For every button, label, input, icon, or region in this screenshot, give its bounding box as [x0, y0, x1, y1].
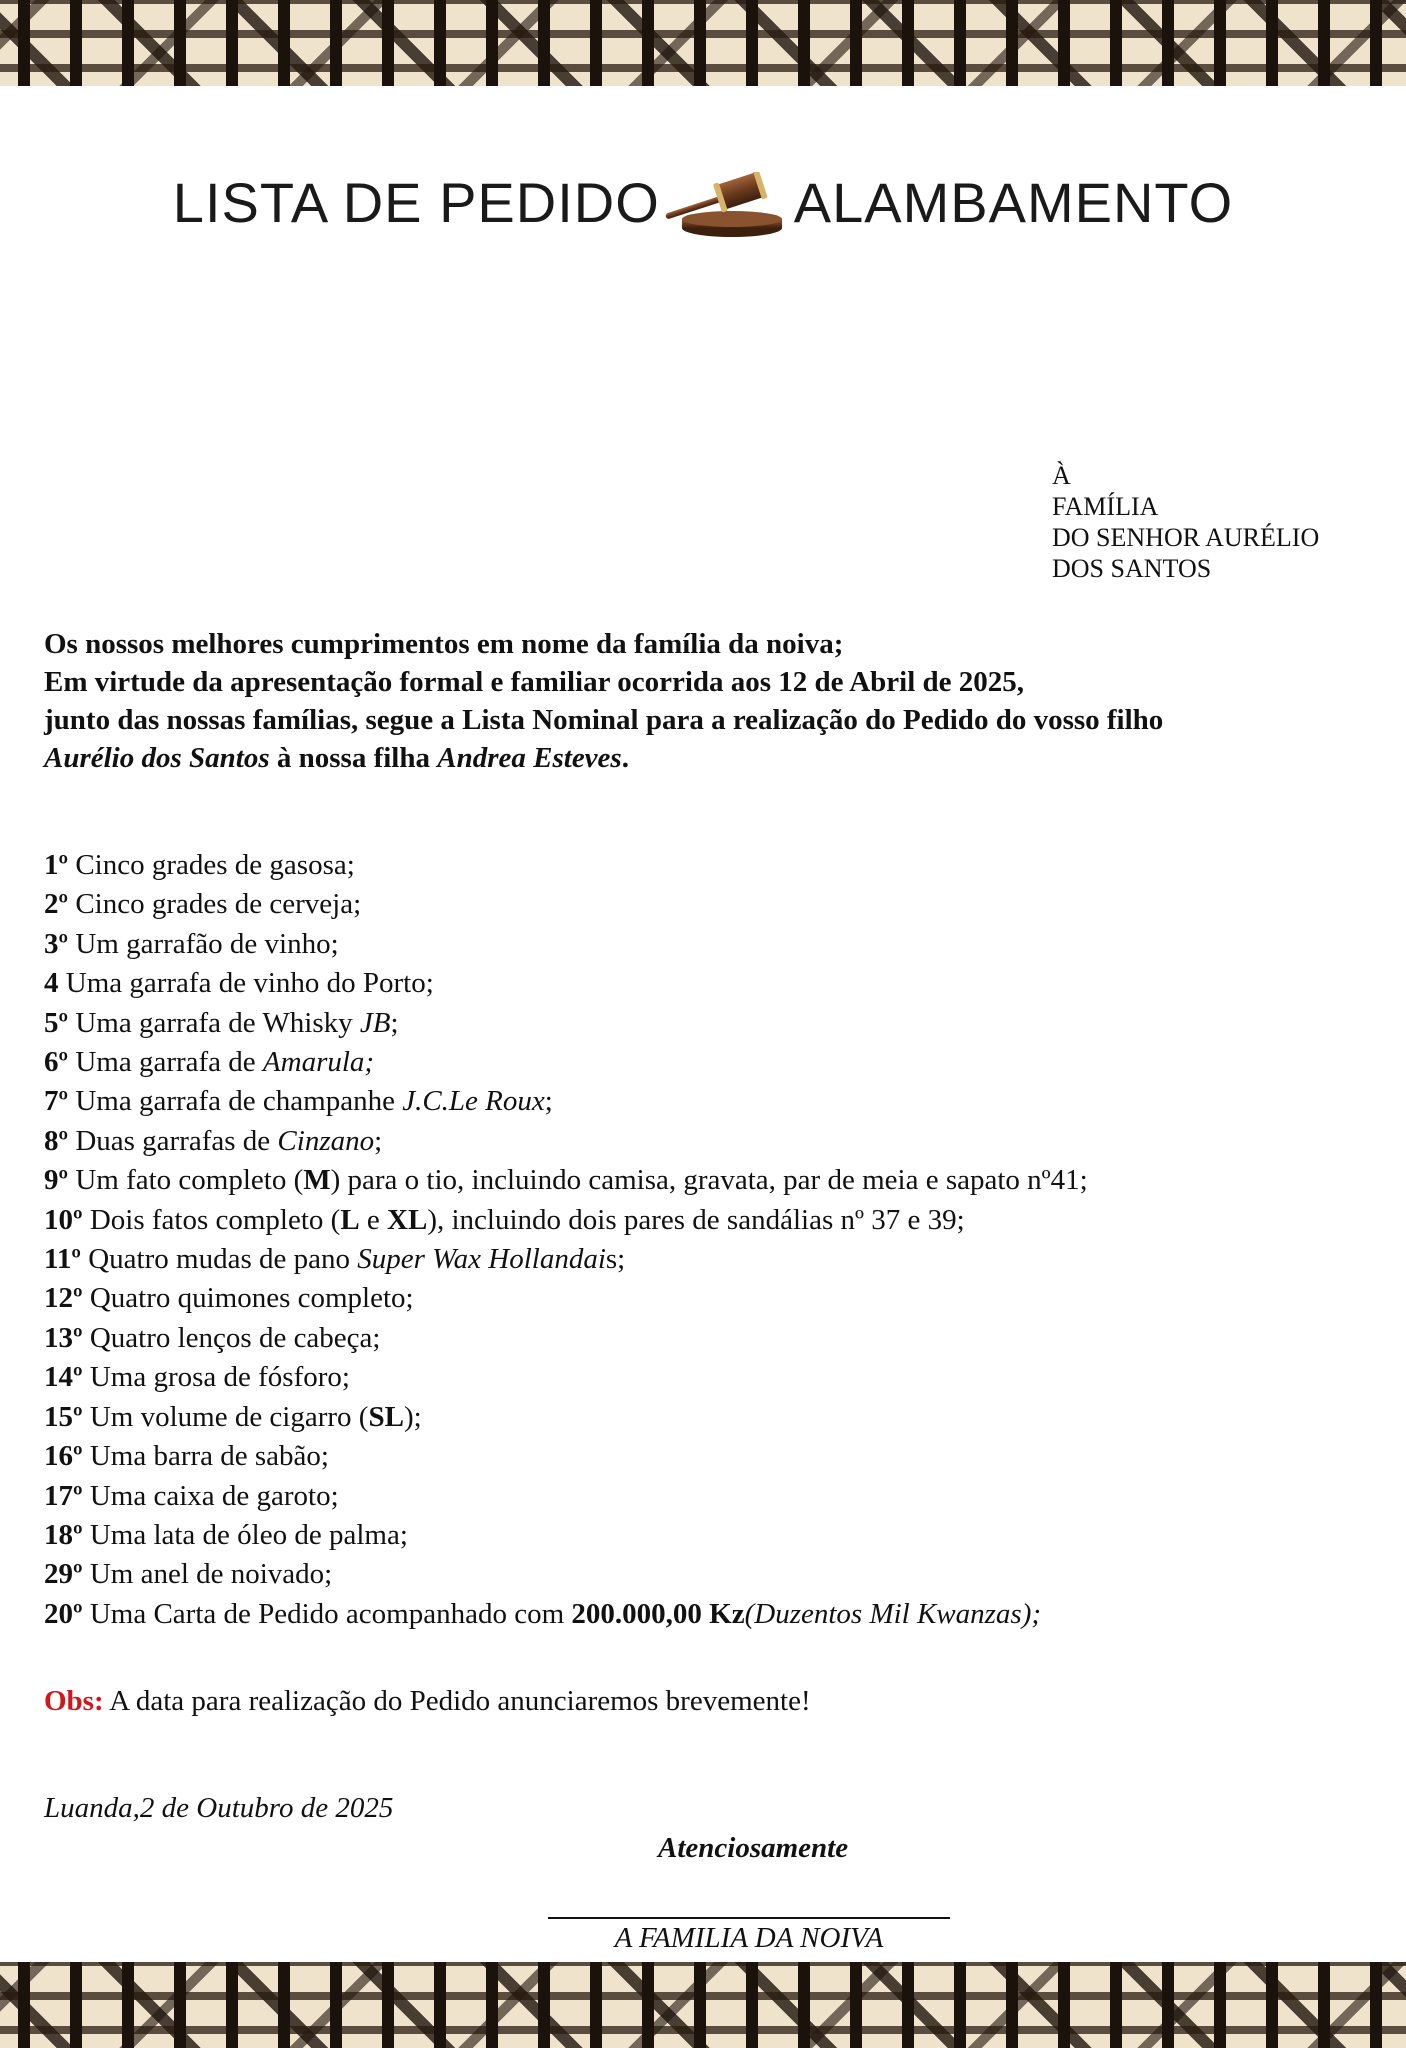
item-number: 1º [44, 849, 69, 881]
item-text: ; [544, 1085, 553, 1118]
item-number: 15º [44, 1400, 83, 1433]
list-item [44, 964, 1384, 1003]
observation [44, 1685, 811, 1718]
item-text: Quatro lenços de cabeça; [82, 1321, 381, 1354]
intro-end: . [621, 742, 629, 774]
item-text: ); [403, 1400, 422, 1433]
title-left: LISTA DE PEDIDO [172, 171, 660, 234]
item-text: J.C.Le Roux [402, 1085, 545, 1118]
item-number: 13º [44, 1321, 83, 1354]
list-item [44, 1595, 1384, 1634]
list-item [44, 1082, 1384, 1121]
item-text: Quatro quimones completo; [82, 1282, 414, 1315]
item-text: Cinzano [277, 1124, 375, 1157]
closing-salutation: Atenciosamente [658, 1832, 849, 1864]
item-number: 29º [44, 1558, 83, 1591]
item-text: Uma grosa de fósforo; [82, 1361, 350, 1394]
obs-label: Obs: [44, 1685, 104, 1717]
item-text: Um anel de noivado; [82, 1558, 333, 1591]
item-text: ) para o tio, incluindo camisa, gravata, par de meia e sapato nº41; [330, 1164, 1088, 1197]
item-text: ; [390, 1006, 399, 1039]
item-text: Uma garrafa de Whisky [68, 1006, 360, 1039]
decorative-top-band [0, 0, 1406, 86]
list-item [44, 1555, 1384, 1594]
list-item [44, 1398, 1384, 1437]
item-number: 9º [44, 1164, 69, 1197]
item-text: L [340, 1203, 360, 1236]
list-item [44, 1437, 1384, 1476]
item-text: ; [374, 1124, 383, 1157]
list-item [44, 1122, 1384, 1161]
recipient-line: FAMÍLIA [1052, 492, 1159, 521]
item-text: Um fato completo ( [68, 1164, 304, 1197]
recipient-line: DOS SANTOS [1052, 554, 1212, 583]
intro-line: Em virtude da apresentação formal e familiar ocorrida aos 12 de Abril de 2025, [44, 666, 1024, 698]
item-number: 7º [44, 1085, 69, 1118]
list-item [44, 1516, 1384, 1555]
item-text: Uma caixa de garoto; [82, 1479, 339, 1512]
bride-name: Andrea Esteves [437, 742, 622, 774]
item-text: ), incluindo dois pares de sandálias nº 37 e 39; [427, 1203, 965, 1236]
item-number: 16º [44, 1440, 83, 1473]
item-text: Uma lata de óleo de palma; [82, 1518, 408, 1551]
item-number: 12º [44, 1282, 83, 1315]
item-text: e [359, 1203, 388, 1236]
place-date: Luanda,2 de Outubro de 2025 [44, 1792, 394, 1824]
recipient-block [1052, 460, 1319, 584]
item-number: 14º [44, 1361, 83, 1394]
list-item [44, 1477, 1384, 1516]
item-number: 18º [44, 1518, 83, 1551]
item-text: Cinco grades de cerveja; [68, 888, 362, 921]
item-number: 6º [44, 1046, 69, 1079]
item-text: s; [605, 1243, 626, 1276]
item-text: Uma garrafa de champanhe [68, 1085, 403, 1118]
item-number: 5º [44, 1006, 69, 1039]
item-text: (Duzentos Mil Kwanzas); [744, 1597, 1042, 1630]
item-text: Um volume de cigarro ( [82, 1400, 369, 1433]
item-number: 11º [44, 1243, 81, 1276]
item-text: Uma garrafa de [68, 1046, 263, 1079]
item-text: Amarula; [262, 1046, 375, 1079]
groom-name: Aurélio dos Santos [44, 742, 270, 774]
list-item [44, 1358, 1384, 1397]
decorative-bottom-band [0, 1962, 1406, 2048]
item-number: 17º [44, 1479, 83, 1512]
intro-paragraph [44, 625, 1384, 777]
item-number: 4 [44, 967, 59, 1000]
list-item [44, 885, 1384, 924]
list-item [44, 1240, 1384, 1279]
item-number: 20º [44, 1597, 83, 1630]
item-number: 2º [44, 888, 69, 921]
item-text: Um garrafão de vinho; [68, 927, 339, 960]
obs-text: A data para realização do Pedido anunciaremos brevemente! [103, 1685, 811, 1717]
item-text: JB [359, 1006, 391, 1039]
item-text: M [303, 1164, 331, 1197]
item-number: 3º [44, 927, 69, 960]
list-item [44, 925, 1384, 964]
item-text: Quatro mudas de pano [80, 1243, 358, 1276]
signature: A FAMILIA DA NOIVA [614, 1922, 884, 1954]
title-right: ALAMBAMENTO [793, 171, 1234, 234]
item-number: 8º [44, 1124, 69, 1157]
item-text: 200.000,00 Kz [571, 1597, 745, 1630]
item-text: Uma Carta de Pedido acompanhado com [82, 1597, 572, 1630]
intro-line [44, 739, 1384, 777]
list-item [44, 1004, 1384, 1043]
item-text: XL [387, 1203, 428, 1236]
item-text: Uma garrafa de vinho do Porto; [58, 967, 434, 1000]
intro-line: junto das nossas famílias, segue a Lista Nominal para a realização do Pedido do vosso filho [44, 704, 1164, 736]
recipient-line: DO SENHOR AURÉLIO [1052, 523, 1320, 552]
item-text: SL [368, 1400, 404, 1433]
request-list [44, 846, 1384, 1634]
signature-line [548, 1917, 950, 1919]
item-text: Dois fatos completo ( [82, 1203, 341, 1236]
list-item [44, 1043, 1384, 1082]
recipient-line: À [1052, 461, 1071, 490]
intro-middle: à nossa filha [269, 742, 438, 774]
list-item [44, 846, 1384, 885]
gavel-icon [662, 172, 792, 242]
item-text: Cinco grades de gasosa; [68, 849, 355, 881]
item-text: Super Wax Hollandai [357, 1243, 606, 1276]
item-text: Duas garrafas de [68, 1124, 278, 1157]
intro-line: Os nossos melhores cumprimentos em nome da família da noiva; [44, 628, 844, 660]
list-item [44, 1161, 1384, 1200]
list-item [44, 1201, 1384, 1240]
list-item [44, 1319, 1384, 1358]
item-number: 10º [44, 1203, 83, 1236]
item-text: Uma barra de sabão; [82, 1440, 329, 1473]
list-item [44, 1279, 1384, 1318]
document-title [0, 170, 1406, 242]
